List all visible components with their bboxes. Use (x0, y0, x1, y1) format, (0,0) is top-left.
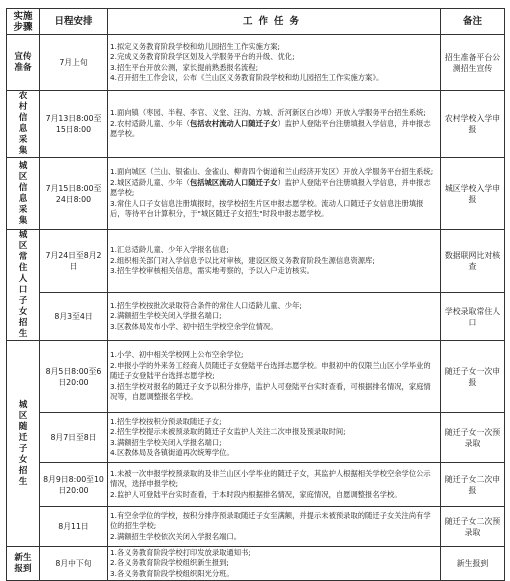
phase-label-line: 迁 (18, 432, 28, 443)
phase-label-line: 女 (18, 307, 28, 317)
table-row (7, 158, 505, 230)
tasks-cell (108, 341, 441, 413)
task-line: 2.监护人可登陆平台实时查看，于本时段内根据排名情况，家庭情况，自愿调整报名学校。 (110, 489, 402, 499)
tasks-cell (108, 463, 441, 507)
phase-label-line: 住 (18, 263, 28, 273)
phase-label-line: 准备 (14, 62, 32, 73)
tasks-cell (108, 158, 441, 230)
note-cell: 城区学校入学申报 (441, 158, 505, 230)
table-row (7, 507, 505, 547)
tasks-cell (108, 507, 441, 547)
date-cell: 8月7日至8日 (40, 413, 108, 463)
table-row (7, 341, 505, 413)
tasks-cell (108, 35, 441, 91)
phase-label-line: 人 (18, 274, 28, 284)
table-row (7, 91, 505, 158)
emphasis-text: 包括农村流动人口随迁子女 (189, 118, 278, 128)
task-line: 1.各义务教育阶段学校打印发放录取通知书; (110, 547, 251, 557)
date-cell: 8月5日8:00至6日20:00 (40, 341, 108, 413)
header-note: 备注 (441, 9, 505, 35)
task-line: 2.各义务教育阶段学校组织新生报到; (110, 558, 229, 568)
date-cell: 7月13日8:00至15日8:00 (40, 91, 108, 158)
phase-label-line: 采 (18, 135, 28, 145)
table-row (7, 547, 505, 581)
phase-label-line: 息 (18, 124, 28, 134)
date-cell: 8月3至4日 (40, 293, 108, 341)
task-line: 3.常住人口子女信息注册填报时，按学校招生片区申报志愿学校。流动人口随迁子女信息注册填报后，等待平台计算积分，于"城区随迁子女招生"时段申报志愿学校。 (110, 198, 424, 219)
phase-label-line: 集 (18, 215, 28, 226)
tasks-cell (108, 91, 441, 158)
note-cell: 随迁子女二次预录取 (441, 507, 505, 547)
tasks-cell (108, 293, 441, 341)
phase-label (9, 553, 37, 575)
phase-label (9, 161, 37, 227)
header-row (7, 9, 505, 35)
task-line: 3.满额招生学校关闭入学报名端口; (110, 437, 222, 447)
phase-label-line: 生 (18, 476, 28, 487)
task-line: 1.汇总适龄儿童、少年入学报名信息; (110, 245, 229, 255)
phase-label-line: 集 (18, 146, 28, 156)
table-row (7, 463, 505, 507)
phase-label-line: 新生 (14, 552, 32, 563)
phase-label-line: 息 (18, 193, 28, 204)
phase-label-line: 村 (18, 102, 28, 112)
note-cell: 随迁子女一次预录取 (441, 413, 505, 463)
date-cell: 8月中下旬 (40, 547, 108, 581)
phase-cell (7, 158, 40, 230)
phase-label (9, 400, 37, 488)
date-cell: 8月9日8:00至10日20:00 (40, 463, 108, 507)
date-cell: 7月24日至8月2日 (40, 230, 108, 293)
phase-label-line: 区 (18, 410, 28, 421)
task-line: 2.满额招生学校依次关闭入学报名端口。 (110, 531, 242, 541)
phase-label-line: 城 (18, 230, 28, 240)
phase-label-line: 城 (18, 160, 28, 171)
task-line: 3.区教体局发布小学、初中招生学校空余学位情况。 (110, 321, 278, 331)
phase-cell (7, 91, 40, 158)
phase-label-line: 子 (18, 443, 28, 454)
phase-label-line: 信 (18, 182, 28, 193)
note-cell: 招生准备平台公测招生宣传 (441, 35, 505, 91)
phase-label-line: 女 (18, 454, 28, 465)
task-line: 1.招生学校按批次录取符合条件的常住人口适龄儿童、少年; (110, 300, 302, 310)
note-cell: 随迁子女一次申报 (441, 341, 505, 413)
tasks-cell (108, 547, 441, 581)
table-row (7, 35, 505, 91)
phase-label-line: 口 (18, 285, 28, 295)
task-line: 3.招生平台开放公测，家长提前熟悉报名流程; (110, 62, 259, 72)
schedule-table (6, 8, 505, 581)
phase-label-line: 报到 (14, 563, 32, 574)
phase-label-line: 宣传 (14, 51, 32, 62)
header-date: 日程安排 (40, 9, 108, 35)
table-row (7, 413, 505, 463)
date-cell: 8月11日 (40, 507, 108, 547)
note-cell: 学校录取常住人口 (441, 293, 505, 341)
phase-label-line: 生 (18, 329, 28, 339)
tasks-cell (108, 230, 441, 293)
phase-label-line: 信 (18, 113, 28, 123)
phase-label-line: 农 (18, 91, 28, 101)
task-line-bold: 2.农村适龄儿童、少年（包括农村流动人口随迁子女）监护人登陆平台注册填报入学信息，并申报志愿学校。 (110, 118, 431, 139)
table-row (7, 293, 505, 341)
phase-label-line: 随 (18, 421, 28, 432)
note-cell: 随迁子女二次申报 (441, 463, 505, 507)
task-line: 3.各义务教育阶段学校组织阳光分班。 (110, 568, 234, 578)
task-line: 1.有空余学位的学校，按积分排序预录取随迁子女至满额，并提示未被预录取的随迁子女关注尚有学位的招生学校; (110, 510, 431, 531)
phase-label-line: 招 (18, 465, 28, 476)
task-line: 1.面向城区（兰山、银雀山、金雀山、柳青四个街道和兰山经济开发区）开放入学服务平台招生系统; (110, 167, 434, 177)
task-line: 1.未被一次申报学校预录取的及非兰山区小学毕业的随迁子女，其监护人根据相关学校空余学位公示情况，选择申报学校; (110, 468, 431, 489)
phase-label (9, 91, 37, 157)
task-line: 1.面向镇（枣园、半程、李官、义堂、汪沟、方城、沂河新区白沙埠）开放入学服务平台招生系统; (110, 108, 426, 118)
phase-cell (7, 230, 40, 341)
note-cell: 农村学校入学申报 (441, 91, 505, 158)
task-line: 1.小学、初中相关学校网上公布空余学位; (110, 350, 244, 360)
header-phase: 实施步骤 (7, 9, 40, 35)
emphasis-text: 包括城区流动人口随迁子女 (189, 177, 278, 187)
phase-cell (7, 341, 40, 547)
header-tasks: 工作任务 (108, 9, 441, 35)
task-line: 2.招生学校提示未被预录取的随迁子女监护人关注二次申报及预录取时间; (110, 427, 346, 436)
phase-label-line: 招 (18, 318, 28, 328)
phase-label-line: 常 (18, 252, 28, 262)
task-line: 2.组织相关部门对入学信息予以比对审核，建设区级义务教育阶段生源信息资源库; (110, 255, 375, 265)
task-line: 1.拟定义务教育阶段学校和幼儿园招生工作实施方案; (110, 41, 280, 51)
task-line: 1.招生学校按积分预录取随迁子女; (110, 416, 222, 426)
note-cell: 新生报到 (441, 547, 505, 581)
task-line: 4.区教体局及各镇街道再次统筹学位。 (110, 448, 234, 457)
phase-label (9, 230, 37, 340)
phase-label-line: 城 (18, 399, 28, 410)
task-line: 2.申报小学的外来务工经商人员随迁子女登陆平台选择志愿学校。申报初中的仅限兰山区小学毕业的随迁子女登陆平台选择志愿学校; (110, 360, 431, 381)
phase-label-line: 区 (18, 241, 28, 251)
task-line-bold: 2.城区适龄儿童、少年（包括城区流动人口随迁子女）监护人登陆平台注册填报入学信息，并申报志愿学校; (110, 177, 431, 198)
phase-label-line: 区 (18, 171, 28, 182)
task-line: 2.完成义务教育阶段学区划及入学服务平台的升级、优化; (110, 52, 295, 61)
date-cell: 7月15日8:00至24日8:00 (40, 158, 108, 230)
phase-cell (7, 547, 40, 581)
phase-cell (7, 35, 40, 91)
phase-label-line: 采 (18, 204, 28, 215)
phase-label-line: 子 (18, 296, 28, 306)
date-cell: 7月上旬 (40, 35, 108, 91)
task-line: 3.招生学校审核相关信息，需实地考察的，予以入户走访核实。 (110, 266, 314, 276)
task-line: 4.召开招生工作会议，公布《兰山区义务教育阶段学校和幼儿园招生工作实施方案》。 (110, 73, 384, 82)
task-line: 2.满额招生学校关闭入学报名端口; (110, 311, 222, 321)
tasks-cell (108, 413, 441, 463)
task-line: 3.招生学校对报名的随迁子女予以积分排序，监护人可登陆平台实时查看，可根据排名情况，家庭情况等，自愿调整报名学校。 (110, 381, 431, 402)
phase-label (9, 52, 37, 74)
table-row (7, 230, 505, 293)
note-cell: 数据联网比对核查 (441, 230, 505, 293)
